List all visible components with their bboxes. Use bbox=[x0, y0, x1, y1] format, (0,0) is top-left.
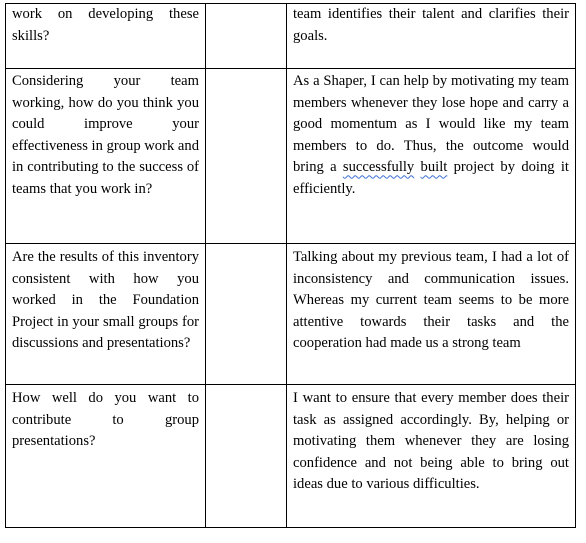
blank-cell bbox=[206, 4, 287, 69]
answer-text: I want to ensure that every member does their task as assigned accordingly. By, helping or motivating them whenever they are losing confidence and not being able to bring out ideas due to various difficulties. bbox=[293, 390, 569, 493]
question-cell bbox=[6, 69, 206, 244]
question-text: How well do you want to contribute to group presentations? bbox=[12, 390, 199, 450]
spellcheck-flagged-word[interactable]: successfully bbox=[342, 159, 415, 176]
answer-cell bbox=[287, 385, 576, 528]
question-text: work on developing these skills? bbox=[12, 6, 199, 44]
question-cell bbox=[6, 4, 206, 69]
spellcheck-flagged-word[interactable]: built bbox=[420, 159, 448, 176]
answer-cell bbox=[287, 4, 576, 69]
blank-cell bbox=[206, 385, 287, 528]
table-row bbox=[6, 385, 576, 528]
answer-text: team identifies their talent and clarifies their goals. bbox=[293, 6, 569, 44]
blank-cell bbox=[206, 244, 287, 385]
question-cell bbox=[6, 244, 206, 385]
question-cell bbox=[6, 385, 206, 528]
question-text: Considering your team working, how do you think you could improve your effectiveness in group work and in contributing to the success of teams that you work in? bbox=[12, 73, 199, 197]
answer-cell bbox=[287, 244, 576, 385]
answer-text-part: project by doing it efficiently. bbox=[293, 159, 569, 197]
answer-text-part: As a Shaper, I can help by motivating my team members whenever they lose hope and carry a good momentum as I would like my team members to do. Thus, the outcome would bring a bbox=[293, 73, 569, 176]
answer-text bbox=[293, 71, 569, 201]
table-row bbox=[6, 244, 576, 385]
table-row bbox=[6, 4, 576, 69]
reflection-table bbox=[5, 3, 576, 528]
table-row bbox=[6, 69, 576, 244]
blank-cell bbox=[206, 69, 287, 244]
answer-text: Talking about my previous team, I had a lot of inconsistency and communication issues. Whereas my current team seems to be more attentive towards their tasks and the cooperation had made us a strong team bbox=[293, 249, 569, 352]
question-text: Are the results of this inventory consistent with how you worked in the Foundation Project in your small groups for discussions and presentations? bbox=[12, 249, 199, 352]
answer-cell bbox=[287, 69, 576, 244]
